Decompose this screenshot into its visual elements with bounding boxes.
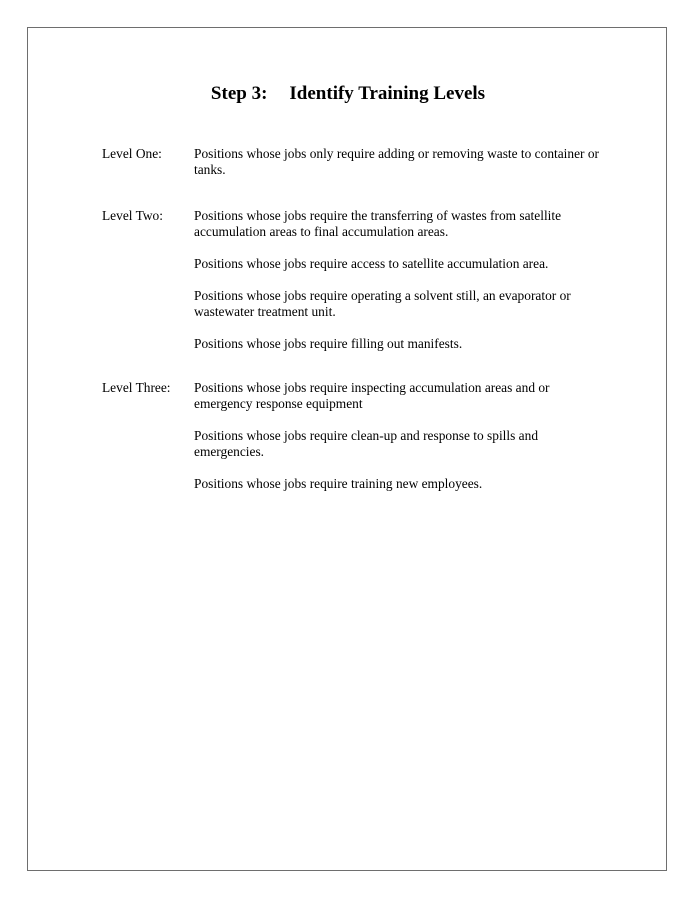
- level-item: Positions whose jobs require the transferring of wastes from satellite accumulation areas to final accumulation areas.: [194, 208, 562, 239]
- level-item: Positions whose jobs require training new employees.: [194, 476, 483, 491]
- level-label: Level One:: [102, 146, 162, 161]
- level-item: Positions whose jobs require filling out manifests.: [194, 336, 463, 351]
- level-item: Positions whose jobs require inspecting accumulation areas and or emergency response equipment: [194, 380, 550, 411]
- level-label: Level Three:: [102, 380, 171, 395]
- step-number: Step 3:: [210, 83, 268, 104]
- step-heading: Identify Training Levels: [289, 83, 486, 104]
- level-item: Positions whose jobs only require adding or removing waste to container or tanks.: [194, 146, 599, 177]
- level-label: Level Two:: [102, 208, 163, 223]
- page-title: [0, 82, 696, 106]
- level-item: Positions whose jobs require clean-up and response to spills and emergencies.: [194, 428, 539, 459]
- level-item: Positions whose jobs require operating a solvent still, an evaporator or wastewater treatment unit.: [194, 288, 571, 319]
- level-item: Positions whose jobs require access to satellite accumulation area.: [194, 256, 549, 271]
